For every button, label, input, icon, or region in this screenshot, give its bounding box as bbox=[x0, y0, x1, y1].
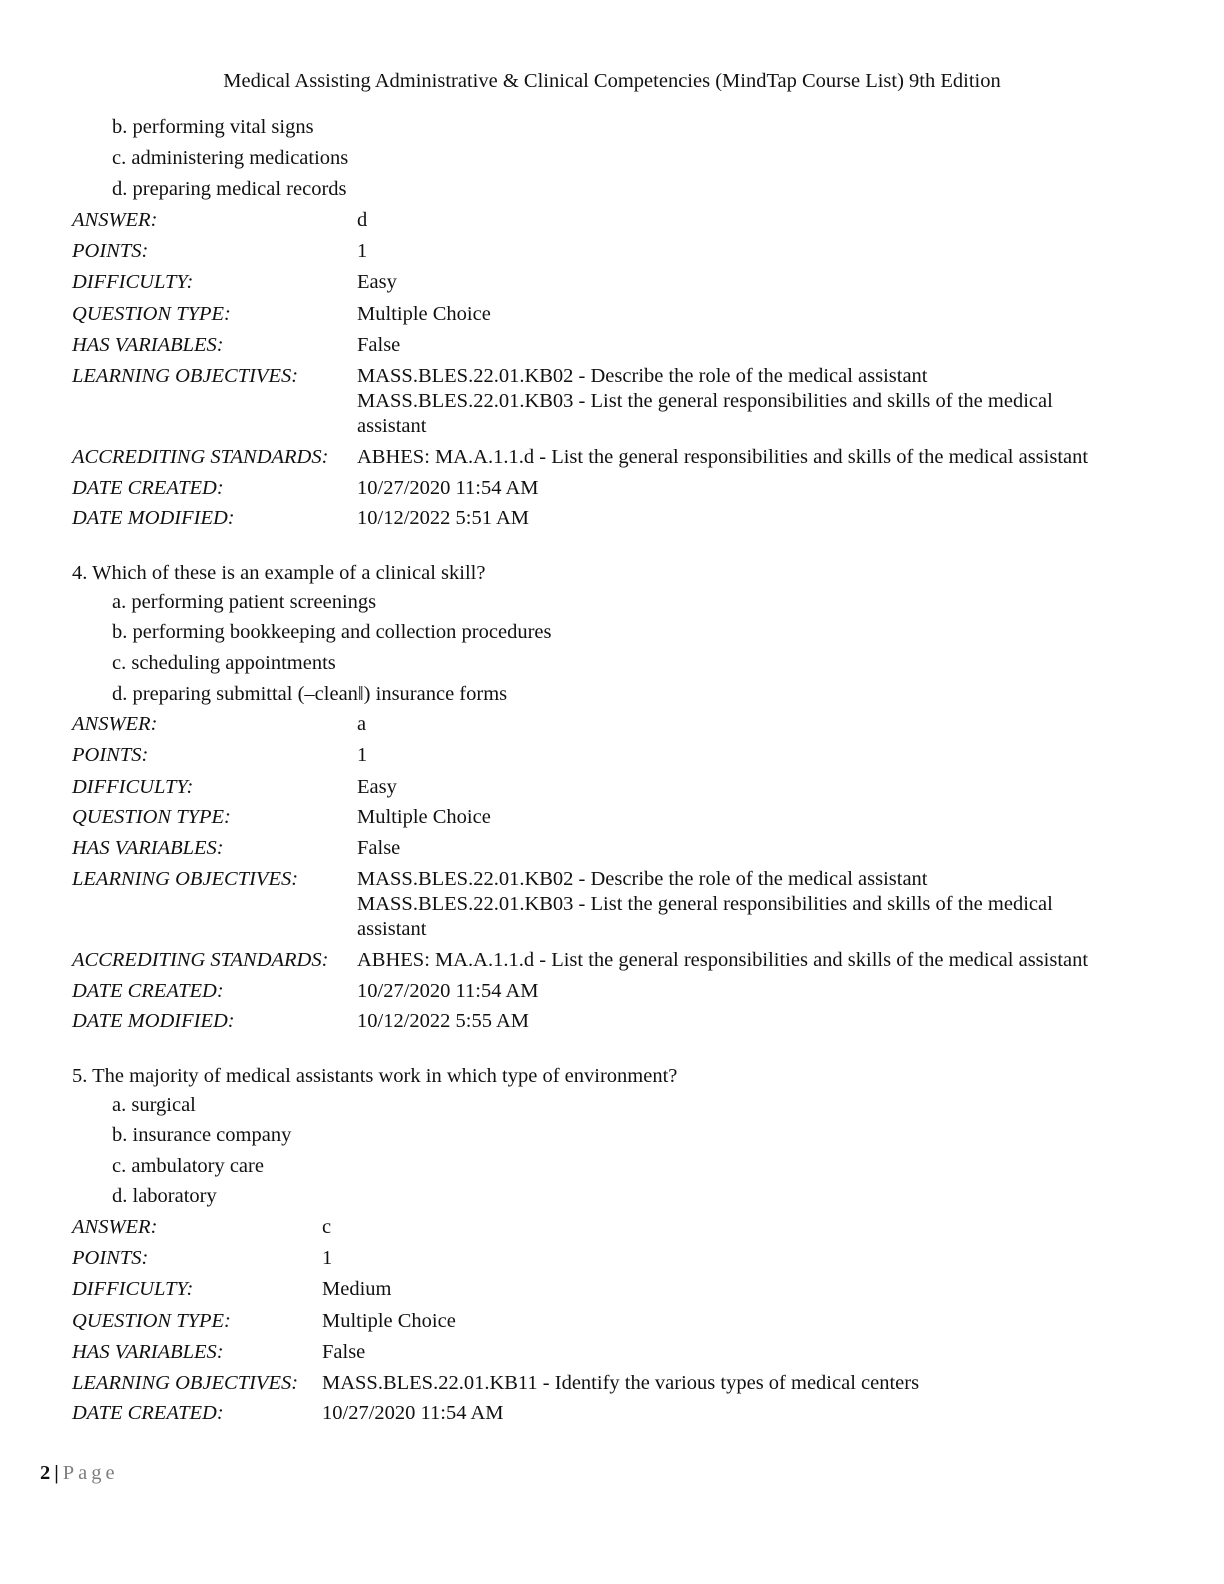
meta-value-answer: c bbox=[322, 1216, 332, 1238]
answer-option: c. scheduling appointments bbox=[112, 652, 336, 674]
page-number: 2 bbox=[40, 1462, 51, 1484]
meta-value-accrediting-standards: ABHES: MA.A.1.1.d - List the general responsibilities and skills of the medical assistant bbox=[357, 446, 1089, 468]
meta-value-date-created: 10/27/2020 11:54 AM bbox=[322, 1402, 504, 1424]
meta-label-question-type: QUESTION TYPE: bbox=[72, 303, 231, 325]
meta-value-question-type: Multiple Choice bbox=[322, 1310, 456, 1332]
meta-label-answer: ANSWER: bbox=[72, 209, 158, 231]
answer-option: b. insurance company bbox=[112, 1124, 292, 1146]
meta-value-has-variables: False bbox=[357, 334, 401, 356]
meta-value-accrediting-standards: ABHES: MA.A.1.1.d - List the general responsibilities and skills of the medical assistant bbox=[357, 949, 1089, 971]
meta-label-difficulty: DIFFICULTY: bbox=[72, 271, 194, 293]
meta-label-answer: ANSWER: bbox=[72, 1216, 158, 1238]
meta-value-difficulty: Easy bbox=[357, 776, 397, 798]
answer-option: a. performing patient screenings bbox=[112, 591, 377, 613]
question-text: 5. The majority of medical assistants work in which type of environment? bbox=[72, 1065, 678, 1087]
meta-label-has-variables: HAS VARIABLES: bbox=[72, 334, 224, 356]
answer-option: b. performing vital signs bbox=[112, 116, 314, 138]
meta-value-has-variables: False bbox=[357, 837, 401, 859]
meta-value-answer: d bbox=[357, 209, 368, 231]
answer-option: d. preparing submittal (–clean‖) insurance forms bbox=[112, 683, 508, 705]
meta-label-date-modified: DATE MODIFIED: bbox=[72, 507, 235, 529]
meta-value-date-created: 10/27/2020 11:54 AM bbox=[357, 477, 539, 499]
meta-label-has-variables: HAS VARIABLES: bbox=[72, 1341, 224, 1363]
page-word: Page bbox=[62, 1462, 119, 1484]
meta-label-learning-objectives: LEARNING OBJECTIVES: bbox=[72, 365, 299, 387]
meta-label-difficulty: DIFFICULTY: bbox=[72, 776, 194, 798]
meta-value-learning-objective: MASS.BLES.22.01.KB03 - List the general responsibilities and skills of the medical bbox=[357, 893, 1053, 915]
meta-label-points: POINTS: bbox=[72, 1247, 149, 1269]
meta-label-difficulty: DIFFICULTY: bbox=[72, 1278, 194, 1300]
answer-option: c. administering medications bbox=[112, 147, 349, 169]
meta-label-date-created: DATE CREATED: bbox=[72, 1402, 224, 1424]
meta-label-date-modified: DATE MODIFIED: bbox=[72, 1010, 235, 1032]
meta-label-learning-objectives: LEARNING OBJECTIVES: bbox=[72, 868, 299, 890]
meta-value-difficulty: Medium bbox=[322, 1278, 392, 1300]
page-header: Medical Assisting Administrative & Clinical Competencies (MindTap Course List) 9th Edition bbox=[223, 70, 1001, 92]
answer-option: a. surgical bbox=[112, 1094, 196, 1116]
page-footer bbox=[40, 1462, 119, 1485]
meta-value-date-created: 10/27/2020 11:54 AM bbox=[357, 980, 539, 1002]
answer-option: d. preparing medical records bbox=[112, 178, 347, 200]
meta-value-learning-objective: MASS.BLES.22.01.KB02 - Describe the role of the medical assistant bbox=[357, 365, 928, 387]
meta-value-date-modified: 10/12/2022 5:51 AM bbox=[357, 507, 529, 529]
meta-label-learning-objectives: LEARNING OBJECTIVES: bbox=[72, 1372, 299, 1394]
question-text: 4. Which of these is an example of a clinical skill? bbox=[72, 562, 486, 584]
meta-label-date-created: DATE CREATED: bbox=[72, 477, 224, 499]
meta-value-date-modified: 10/12/2022 5:55 AM bbox=[357, 1010, 529, 1032]
meta-label-accrediting-standards: ACCREDITING STANDARDS: bbox=[72, 446, 329, 468]
answer-option: c. ambulatory care bbox=[112, 1155, 264, 1177]
meta-value-learning-objective: assistant bbox=[357, 415, 427, 437]
meta-label-answer: ANSWER: bbox=[72, 713, 158, 735]
footer-separator: | bbox=[54, 1462, 59, 1484]
meta-label-points: POINTS: bbox=[72, 744, 149, 766]
meta-value-answer: a bbox=[357, 713, 367, 735]
meta-label-date-created: DATE CREATED: bbox=[72, 980, 224, 1002]
meta-value-learning-objective: MASS.BLES.22.01.KB03 - List the general responsibilities and skills of the medical bbox=[357, 390, 1053, 412]
meta-value-question-type: Multiple Choice bbox=[357, 303, 491, 325]
meta-value-points: 1 bbox=[357, 744, 368, 766]
meta-value-learning-objective: MASS.BLES.22.01.KB11 - Identify the various types of medical centers bbox=[322, 1372, 920, 1394]
meta-value-difficulty: Easy bbox=[357, 271, 397, 293]
meta-label-points: POINTS: bbox=[72, 240, 149, 262]
meta-value-question-type: Multiple Choice bbox=[357, 806, 491, 828]
meta-value-points: 1 bbox=[357, 240, 368, 262]
meta-value-learning-objective: MASS.BLES.22.01.KB02 - Describe the role of the medical assistant bbox=[357, 868, 928, 890]
meta-label-question-type: QUESTION TYPE: bbox=[72, 1310, 231, 1332]
meta-value-points: 1 bbox=[322, 1247, 333, 1269]
answer-option: b. performing bookkeeping and collection procedures bbox=[112, 621, 552, 643]
meta-label-question-type: QUESTION TYPE: bbox=[72, 806, 231, 828]
answer-option: d. laboratory bbox=[112, 1185, 217, 1207]
meta-value-learning-objective: assistant bbox=[357, 918, 427, 940]
meta-value-has-variables: False bbox=[322, 1341, 366, 1363]
meta-label-has-variables: HAS VARIABLES: bbox=[72, 837, 224, 859]
meta-label-accrediting-standards: ACCREDITING STANDARDS: bbox=[72, 949, 329, 971]
